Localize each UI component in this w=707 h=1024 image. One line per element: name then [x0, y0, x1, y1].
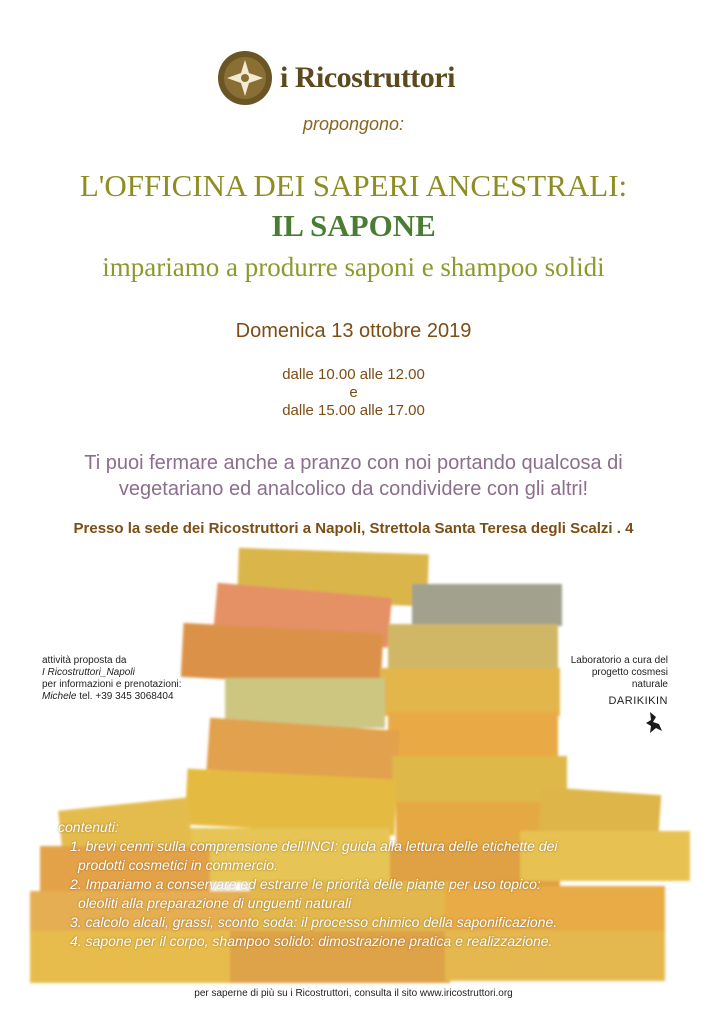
lunch-note-line-2: vegetariano ed analcolico da condividere con gli altri! [118, 478, 589, 500]
organizer-info [42, 655, 182, 703]
org-name: i Ricostruttori [280, 61, 455, 94]
darikikin-brand: DARIKIKIN [608, 695, 668, 707]
contents-item-2b: oleoliti alla preparazione di unguenti naturali [78, 895, 352, 911]
footer-text: per saperne di più su i Ricostruttori, consulta il sito www.iricostruttori.org [194, 988, 513, 999]
lab-info [560, 655, 668, 739]
contents-item-2a: 2. Impariamo a conservare ed estrarre le priorità delle piante per uso topico: [70, 876, 541, 892]
hours-morning: dalle 10.00 alle 12.00 [282, 366, 425, 383]
hours-joiner: e [349, 384, 358, 401]
intro-text: propongono: [302, 114, 405, 134]
organizer-line-1: attività proposta da [42, 655, 127, 666]
contents-item-3: 3. calcolo alcali, grassi, sconto soda: il processo chimico della saponificazione. [70, 914, 558, 930]
organizer-line-2: I Ricostruttori_Napoli [42, 667, 135, 678]
contents-item-1b: prodotti cosmetici in commercio. [78, 857, 278, 873]
contact-phone: tel. +39 345 3068404 [79, 691, 174, 702]
contents-list [58, 818, 678, 951]
event-date: Domenica 13 ottobre 2019 [235, 320, 472, 342]
cross-emblem-icon [218, 51, 272, 105]
contents-item-4: 4. sapone per il corpo, shampoo solido: dimostrazione pratica e realizzazione. [70, 933, 553, 949]
hours-afternoon: dalle 15.00 alle 17.00 [282, 402, 425, 419]
title-line-1: L'OFFICINA DEI SAPERI ANCESTRALI: [79, 168, 628, 203]
subtitle: impariamo a produrre saponi e shampoo solidi [102, 252, 605, 282]
darikikin-logo-icon [642, 709, 668, 735]
lab-line-1: Laboratorio a cura del [570, 655, 668, 666]
lunch-note-line-1: Ti puoi fermare anche a pranzo con noi portando qualcosa di [84, 452, 623, 474]
contact-name: Michele [42, 691, 77, 702]
contents-item-1a: 1. brevi cenni sulla comprensione dell'INCI: guida alla lettura delle etichette dei [70, 838, 558, 854]
title-line-2: IL SAPONE [271, 208, 436, 243]
header-logo [218, 50, 455, 106]
venue-address: Presso la sede dei Ricostruttori a Napoli, Strettola Santa Teresa degli Scalzi . 4 [73, 520, 634, 537]
lab-line-2: progetto cosmesi naturale [591, 667, 668, 690]
contents-heading: contenuti: [58, 819, 119, 835]
organizer-line-3: per informazioni e prenotazioni: [42, 679, 182, 690]
